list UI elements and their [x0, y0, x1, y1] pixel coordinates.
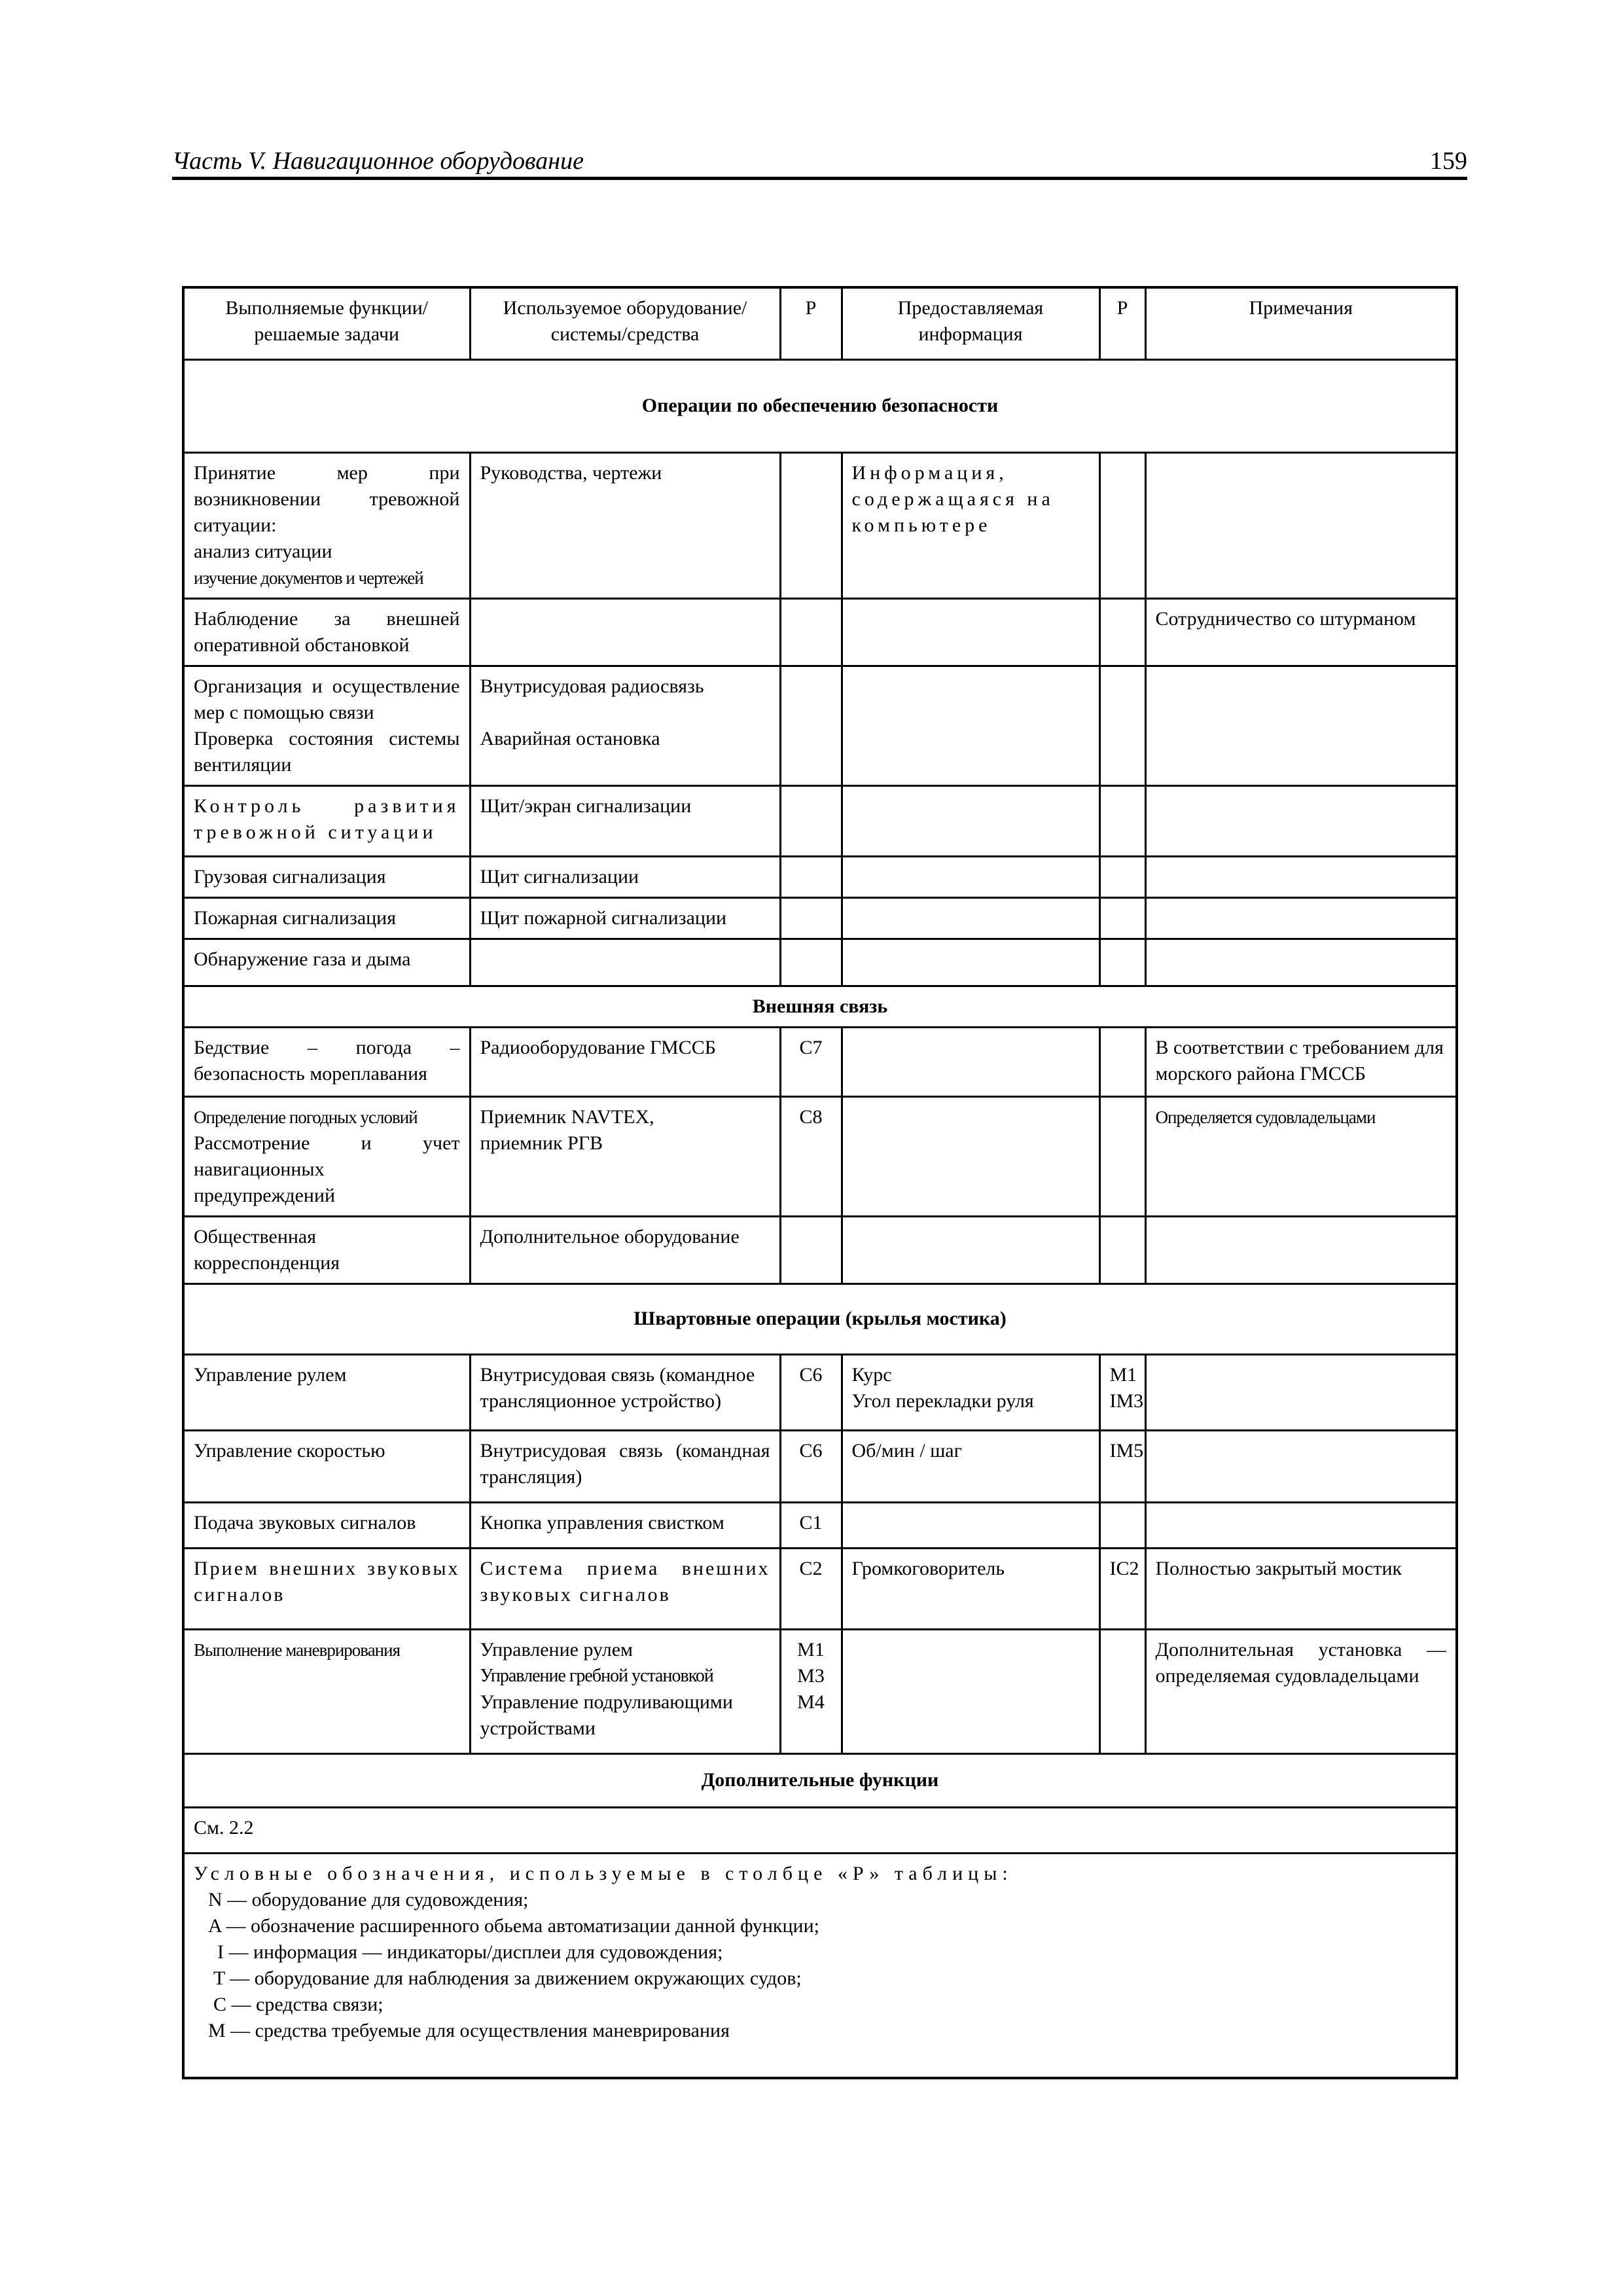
function-cell: Прием внешних звуковых сигналов	[183, 1548, 470, 1629]
r-cell: С2	[780, 1548, 842, 1629]
r-cell	[1099, 897, 1145, 939]
header-rule	[172, 177, 1467, 180]
see-also-cell: См. 2.2	[183, 1807, 1457, 1853]
equipment-cell: Щит/экран сигнализации	[470, 785, 780, 856]
table-row	[183, 1502, 1457, 1548]
info-cell	[842, 939, 1099, 986]
cell-line: Курс	[851, 1363, 892, 1386]
r-cell	[1099, 452, 1145, 598]
equipment-cell	[470, 939, 780, 986]
cell-line: Управление рулем	[480, 1638, 633, 1660]
info-cell	[842, 598, 1099, 666]
table-row	[183, 897, 1457, 939]
cell-line: Управление гребной установкой	[480, 1665, 713, 1686]
equipment-cell: Руководства, чертежи	[470, 452, 780, 598]
r-cell	[780, 452, 842, 598]
r-cell	[1099, 1629, 1145, 1753]
function-cell: Общественная корреспонденция	[183, 1216, 470, 1283]
r-cell	[1099, 856, 1145, 897]
column-header: Предоставляемая информация	[842, 287, 1099, 359]
function-cell: Грузовая сигнализация	[183, 856, 470, 897]
note-cell	[1145, 1216, 1457, 1283]
info-cell: Информация, содержащаяся на компьютере	[842, 452, 1099, 598]
note-cell	[1145, 1354, 1457, 1430]
function-cell	[183, 666, 470, 785]
function-cell: Управление скоростью	[183, 1430, 470, 1502]
r-cell	[1099, 785, 1145, 856]
r-cell: С8	[780, 1096, 842, 1216]
cell-line: Угол перекладки руля	[851, 1390, 1034, 1412]
page-header	[172, 145, 1467, 179]
column-header: Выполняемые функции/ решаемые задачи	[183, 287, 470, 359]
info-cell: Об/мин / шаг	[842, 1430, 1099, 1502]
r-cell	[780, 1629, 842, 1753]
equipment-cell: Система приема внешних звуковых сигналов	[470, 1548, 780, 1629]
cell-line: Принятие мер при возникновении тревожной ситуации:	[194, 461, 460, 536]
table-row	[183, 1216, 1457, 1283]
equipment-cell	[470, 1629, 780, 1753]
legend-cell	[183, 1853, 1457, 2078]
table-row	[183, 1027, 1457, 1096]
info-cell	[842, 1502, 1099, 1548]
info-cell	[842, 1629, 1099, 1753]
r-cell	[780, 666, 842, 785]
note-cell: Дополнительная установка — определяемая судовладельцами	[1145, 1629, 1457, 1753]
section-row	[183, 1283, 1457, 1354]
legend-item: A — обозначение расширенного обьема автоматизации данной функции;	[208, 1914, 819, 1937]
table-row	[183, 1629, 1457, 1753]
cell-line: IM3	[1109, 1390, 1144, 1412]
r-cell	[1099, 1354, 1145, 1430]
cell-line: Приемник NAVTEX,	[480, 1105, 654, 1128]
legend-title: Условные обозначения, используемые в столбце «Р» таблицы:	[194, 1862, 1013, 1884]
legend-item: T — оборудование для наблюдения за движением окружающих судов;	[213, 1967, 802, 1989]
note-cell	[1145, 1430, 1457, 1502]
info-cell	[842, 1216, 1099, 1283]
legend-row	[183, 1853, 1457, 2078]
cell-line: Управление подруливающими устройствами	[480, 1691, 733, 1739]
cell-line: M4	[797, 1691, 825, 1713]
table-row	[183, 856, 1457, 897]
info-cell	[842, 785, 1099, 856]
cell-line: Аварийная остановка	[480, 727, 660, 749]
table-row	[183, 1354, 1457, 1430]
equipment-cell: Щит пожарной сигнализации	[470, 897, 780, 939]
section-title: Дополнительные функции	[183, 1753, 1457, 1807]
note-cell	[1145, 856, 1457, 897]
section-title: Швартовные операции (крылья мостика)	[183, 1283, 1457, 1354]
column-header: Р	[1099, 287, 1145, 359]
section-title: Внешняя связь	[183, 986, 1457, 1027]
cell-line: M1	[797, 1638, 825, 1660]
note-cell: Полностью закрытый мостик	[1145, 1548, 1457, 1629]
info-cell	[842, 1096, 1099, 1216]
equipment-cell	[470, 1096, 780, 1216]
cell-line: Организация и осуществление мер с помощью связи	[194, 675, 460, 723]
r-cell: С6	[780, 1354, 842, 1430]
table-row	[183, 666, 1457, 785]
function-cell	[183, 1096, 470, 1216]
function-cell: Обнаружение газа и дыма	[183, 939, 470, 986]
r-cell	[780, 1216, 842, 1283]
function-cell: Пожарная сигнализация	[183, 897, 470, 939]
info-cell	[842, 1027, 1099, 1096]
info-cell	[842, 897, 1099, 939]
section-row	[183, 1753, 1457, 1807]
function-cell: Контроль развития тревожной ситуации	[183, 785, 470, 856]
column-header: Используемое оборудование/ системы/средства	[470, 287, 780, 359]
r-cell: С1	[780, 1502, 842, 1548]
cell-line: приемник РГВ	[480, 1132, 603, 1154]
equipment-cell: Внутрисудовая связь (командная трансляция)	[470, 1430, 780, 1502]
function-cell: Подача звуковых сигналов	[183, 1502, 470, 1548]
cell-line: изучение документов и чертежей	[194, 567, 423, 588]
cell-line: Рассмотрение и учет навигационных предупреждений	[194, 1132, 460, 1206]
equipment-cell	[470, 598, 780, 666]
note-cell: В соответствии с требованием для морского района ГМССБ	[1145, 1027, 1457, 1096]
equipment-cell	[470, 666, 780, 785]
table-row	[183, 452, 1457, 598]
r-cell	[1099, 1096, 1145, 1216]
section-title: Операции по обеспечению безопасности	[183, 359, 1457, 452]
r-cell	[1099, 598, 1145, 666]
table-row	[183, 939, 1457, 986]
function-cell	[183, 452, 470, 598]
table-header-row	[183, 287, 1457, 359]
equipment-cell: Внутрисудовая связь (командное трансляционное устройство)	[470, 1354, 780, 1430]
r-cell	[780, 939, 842, 986]
r-cell: IC2	[1099, 1548, 1145, 1629]
legend-item: I — информация — индикаторы/дисплеи для судовождения;	[217, 1941, 723, 1963]
function-cell: Управление рулем	[183, 1354, 470, 1430]
r-cell: С7	[780, 1027, 842, 1096]
note-cell: Определяется судовладельцами	[1145, 1096, 1457, 1216]
info-cell	[842, 856, 1099, 897]
equipment-cell: Кнопка управления свистком	[470, 1502, 780, 1548]
r-cell	[1099, 1502, 1145, 1548]
function-cell: Наблюдение за внешней оперативной обстановкой	[183, 598, 470, 666]
column-header: Р	[780, 287, 842, 359]
info-cell	[842, 666, 1099, 785]
note-cell	[1145, 897, 1457, 939]
r-cell	[1099, 1027, 1145, 1096]
info-cell: Громкоговоритель	[842, 1548, 1099, 1629]
legend-item: C — средства связи;	[213, 1993, 383, 2015]
cell-line: Проверка состояния системы вентиляции	[194, 727, 460, 776]
note-cell	[1145, 666, 1457, 785]
r-cell	[1099, 1216, 1145, 1283]
page-number: 159	[1430, 147, 1467, 175]
r-cell	[780, 785, 842, 856]
equipment-table	[182, 286, 1458, 2079]
r-cell	[780, 897, 842, 939]
cell-line: M1	[1109, 1363, 1137, 1386]
r-cell	[780, 856, 842, 897]
cell-line: Внутрисудовая радиосвязь	[480, 675, 704, 697]
legend-item: M — средства требуемые для осуществления маневрирования	[208, 2019, 730, 2041]
table-row	[183, 1548, 1457, 1629]
cell-line: Определение погодных условий	[194, 1107, 418, 1127]
table-row	[183, 1807, 1457, 1853]
equipment-cell: Щит сигнализации	[470, 856, 780, 897]
cell-line: M3	[797, 1664, 825, 1687]
function-cell: Выполнение маневрирования	[183, 1629, 470, 1753]
note-cell	[1145, 452, 1457, 598]
note-cell	[1145, 1502, 1457, 1548]
table-row	[183, 1096, 1457, 1216]
equipment-cell: Радиооборудование ГМССБ	[470, 1027, 780, 1096]
section-row	[183, 986, 1457, 1027]
r-cell: IM5	[1099, 1430, 1145, 1502]
info-cell	[842, 1354, 1099, 1430]
table-row	[183, 785, 1457, 856]
legend-item: N — оборудование для судовождения;	[208, 1888, 529, 1910]
equipment-cell: Дополнительное оборудование	[470, 1216, 780, 1283]
r-cell	[1099, 666, 1145, 785]
r-cell	[780, 598, 842, 666]
column-header: Примечания	[1145, 287, 1457, 359]
note-cell	[1145, 785, 1457, 856]
section-row	[183, 359, 1457, 452]
note-cell	[1145, 939, 1457, 986]
note-cell: Сотрудничество со штурманом	[1145, 598, 1457, 666]
table-row	[183, 1430, 1457, 1502]
r-cell: С6	[780, 1430, 842, 1502]
r-cell	[1099, 939, 1145, 986]
function-cell: Бедствие – погода – безопасность мореплавания	[183, 1027, 470, 1096]
header-title: Часть V. Навигационное оборудование	[172, 147, 584, 175]
table-row	[183, 598, 1457, 666]
cell-line: анализ ситуации	[194, 540, 332, 562]
